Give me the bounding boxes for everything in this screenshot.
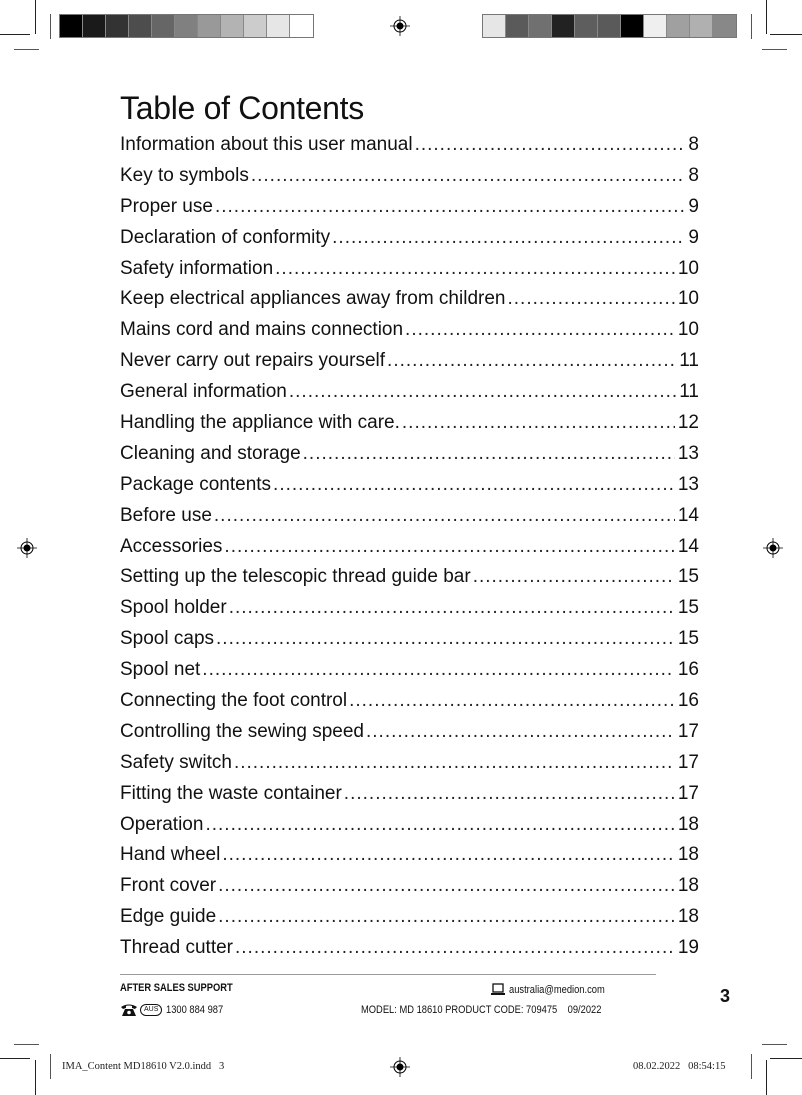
page-number: 3	[720, 986, 731, 1006]
toc-entry-page: 8	[688, 164, 699, 186]
toc-leader-dots	[289, 381, 676, 403]
toc-entry-label: Connecting the foot control	[120, 690, 348, 712]
toc-leader-dots	[215, 196, 685, 218]
toc-entry-page: 13	[677, 442, 699, 464]
color-swatch	[129, 15, 152, 37]
toc-entry-label: Hand wheel	[120, 844, 221, 866]
toc-leader-dots	[387, 350, 676, 372]
toc-entry-page: 17	[677, 751, 699, 773]
toc-entry-page: 14	[677, 504, 699, 526]
toc-leader-dots	[216, 628, 675, 650]
toc-entry-page: 9	[688, 195, 699, 217]
toc-entry[interactable]	[120, 536, 699, 567]
toc-entry[interactable]	[120, 474, 699, 505]
crop-mark	[751, 1054, 752, 1079]
toc-entry-page: 15	[677, 566, 699, 588]
country-badge: AUS	[140, 1004, 162, 1016]
toc-leader-dots	[332, 227, 685, 249]
crop-mark	[35, 1060, 36, 1095]
crop-mark	[751, 14, 752, 39]
crop-mark	[0, 34, 30, 35]
toc-entry[interactable]	[120, 690, 699, 721]
toc-entry[interactable]	[120, 165, 699, 196]
toc-entry-page: 15	[677, 597, 699, 619]
color-swatch	[575, 15, 598, 37]
crop-mark	[770, 1058, 802, 1059]
color-swatch	[244, 15, 267, 37]
color-swatch	[506, 15, 529, 37]
crop-mark	[14, 49, 39, 50]
toc-entry[interactable]	[120, 566, 699, 597]
color-swatch	[690, 15, 713, 37]
table-of-contents	[120, 134, 699, 968]
toc-entry[interactable]	[120, 412, 699, 443]
toc-leader-dots	[235, 937, 675, 959]
color-swatch	[713, 15, 736, 37]
color-swatch	[267, 15, 290, 37]
toc-entry-page: 18	[677, 906, 699, 928]
toc-entry-page: 11	[679, 381, 699, 403]
registration-mark-icon	[763, 538, 783, 558]
toc-entry[interactable]	[120, 659, 699, 690]
toc-entry[interactable]	[120, 227, 699, 258]
toc-entry-page: 13	[677, 473, 699, 495]
toc-entry-label: Safety information	[120, 257, 274, 279]
toc-entry-label: Thread cutter	[120, 937, 233, 959]
toc-entry-label: Edge guide	[120, 906, 217, 928]
crop-mark	[766, 0, 767, 34]
color-swatch	[60, 15, 83, 37]
toc-entry-page: 15	[677, 628, 699, 650]
toc-entry-label: Spool holder	[120, 597, 227, 619]
toc-leader-dots	[507, 288, 674, 310]
toc-leader-dots	[473, 566, 675, 588]
toc-entry-page: 14	[677, 535, 699, 557]
telephone-icon	[120, 1003, 138, 1017]
toc-entry[interactable]	[120, 258, 699, 289]
toc-entry[interactable]	[120, 319, 699, 350]
toc-entry-page: 17	[677, 720, 699, 742]
toc-entry[interactable]	[120, 844, 699, 875]
toc-entry[interactable]	[120, 505, 699, 536]
toc-leader-dots	[344, 783, 675, 805]
crop-mark	[762, 49, 787, 50]
toc-entry-label: Accessories	[120, 535, 223, 557]
email-contact	[490, 983, 622, 996]
footer-divider	[120, 974, 656, 975]
laptop-icon	[490, 983, 506, 996]
toc-entry-label: Cleaning and storage	[120, 442, 301, 464]
toc-leader-dots	[405, 319, 675, 341]
registration-mark-icon	[17, 538, 37, 558]
color-calibration-bar-left	[59, 14, 314, 38]
toc-leader-dots	[229, 597, 675, 619]
toc-entry[interactable]	[120, 196, 699, 227]
toc-entry-label: Never carry out repairs yourself	[120, 350, 386, 372]
toc-entry-label: Operation	[120, 813, 204, 835]
toc-entry-page: 12	[677, 412, 699, 434]
toc-entry[interactable]	[120, 288, 699, 319]
slug-filename: IMA_Content MD18610 V2.0.indd 3	[62, 1061, 225, 1072]
toc-leader-dots	[202, 659, 675, 681]
toc-leader-dots	[222, 844, 675, 866]
toc-leader-dots	[205, 814, 674, 836]
model-info: MODEL: MD 18610 PRODUCT CODE: 709475 09/2022	[361, 1004, 602, 1016]
toc-entry[interactable]	[120, 814, 699, 845]
toc-entry[interactable]	[120, 752, 699, 783]
toc-entry[interactable]	[120, 875, 699, 906]
color-swatch	[175, 15, 198, 37]
toc-entry-label: Front cover	[120, 875, 217, 897]
toc-entry-page: 10	[677, 257, 699, 279]
toc-entry-label: Before use	[120, 504, 212, 526]
toc-entry[interactable]	[120, 721, 699, 752]
toc-entry-page: 19	[677, 937, 699, 959]
slug-datetime: 08.02.2022 08:54:15	[633, 1061, 726, 1072]
toc-leader-dots	[218, 906, 675, 928]
color-swatch	[290, 15, 313, 37]
toc-entry[interactable]	[120, 443, 699, 474]
color-swatch	[552, 15, 575, 37]
toc-entry-label: Spool caps	[120, 628, 215, 650]
toc-entry-page: 10	[677, 288, 699, 310]
toc-leader-dots	[234, 752, 675, 774]
toc-entry-label: Proper use	[120, 195, 213, 217]
registration-mark-icon	[390, 16, 410, 36]
support-email: australia@medion.com	[509, 983, 605, 996]
toc-entry[interactable]	[120, 628, 699, 659]
toc-entry-label: Keep electrical appliances away from children	[120, 288, 506, 310]
phone-contact	[120, 1003, 234, 1017]
toc-leader-dots	[251, 165, 686, 187]
page-title: Table of Contents	[120, 90, 364, 126]
support-heading: AFTER SALES SUPPORT	[120, 982, 233, 994]
toc-entry-page: 9	[688, 226, 699, 248]
toc-entry-label: Mains cord and mains connection	[120, 319, 404, 341]
toc-entry-page: 18	[677, 844, 699, 866]
toc-entry[interactable]	[120, 906, 699, 937]
toc-leader-dots	[415, 134, 686, 156]
toc-entry-label: Safety switch	[120, 751, 232, 773]
toc-entry-page: 18	[677, 813, 699, 835]
crop-mark	[35, 0, 36, 34]
support-phone: 1300 884 987	[166, 1004, 224, 1016]
color-calibration-bar-right	[482, 14, 737, 38]
toc-entry-page: 8	[688, 134, 699, 155]
crop-mark	[50, 1054, 51, 1079]
color-swatch	[152, 15, 175, 37]
crop-mark	[50, 14, 51, 39]
toc-entry-label: Spool net	[120, 659, 201, 681]
toc-entry-label: Key to symbols	[120, 164, 249, 186]
toc-entry-label: Information about this user manual	[120, 134, 413, 155]
color-swatch	[198, 15, 221, 37]
color-swatch	[621, 15, 644, 37]
toc-entry-label: Package contents	[120, 473, 272, 495]
toc-entry-label: Fitting the waste container	[120, 782, 342, 804]
color-swatch	[644, 15, 667, 37]
toc-leader-dots	[366, 721, 675, 743]
color-swatch	[221, 15, 244, 37]
toc-entry-label: Setting up the telescopic thread guide bar	[120, 566, 471, 588]
toc-entry[interactable]	[120, 937, 699, 968]
toc-leader-dots	[224, 536, 674, 558]
toc-entry[interactable]	[120, 350, 699, 381]
toc-leader-dots	[273, 474, 675, 496]
toc-entry[interactable]	[120, 783, 699, 814]
color-swatch	[667, 15, 690, 37]
color-swatch	[106, 15, 129, 37]
toc-entry-label: General information	[120, 381, 287, 403]
toc-entry-page: 11	[679, 350, 699, 372]
registration-mark-icon	[390, 1057, 410, 1077]
toc-entry-label: Handling the appliance with care.	[120, 412, 400, 434]
toc-entry[interactable]	[120, 381, 699, 412]
toc-leader-dots	[214, 505, 675, 527]
crop-mark	[14, 1044, 39, 1045]
toc-entry-label: Controlling the sewing speed	[120, 720, 364, 742]
toc-leader-dots	[402, 412, 675, 434]
toc-leader-dots	[218, 875, 675, 897]
toc-entry-page: 17	[677, 782, 699, 804]
toc-entry-page: 16	[677, 690, 699, 712]
toc-entry-page: 18	[677, 875, 699, 897]
crop-mark	[762, 1044, 787, 1045]
crop-mark	[770, 34, 802, 35]
toc-entry-page: 16	[677, 659, 699, 681]
toc-entry-label: Declaration of conformity	[120, 226, 331, 248]
toc-entry[interactable]	[120, 134, 699, 165]
toc-leader-dots	[349, 690, 675, 712]
color-swatch	[598, 15, 621, 37]
toc-leader-dots	[275, 258, 675, 280]
crop-mark	[766, 1060, 767, 1095]
toc-leader-dots	[303, 443, 675, 465]
toc-entry[interactable]	[120, 597, 699, 628]
toc-entry-page: 10	[677, 319, 699, 341]
color-swatch	[483, 15, 506, 37]
color-swatch	[83, 15, 106, 37]
color-swatch	[529, 15, 552, 37]
crop-mark	[0, 1058, 30, 1059]
